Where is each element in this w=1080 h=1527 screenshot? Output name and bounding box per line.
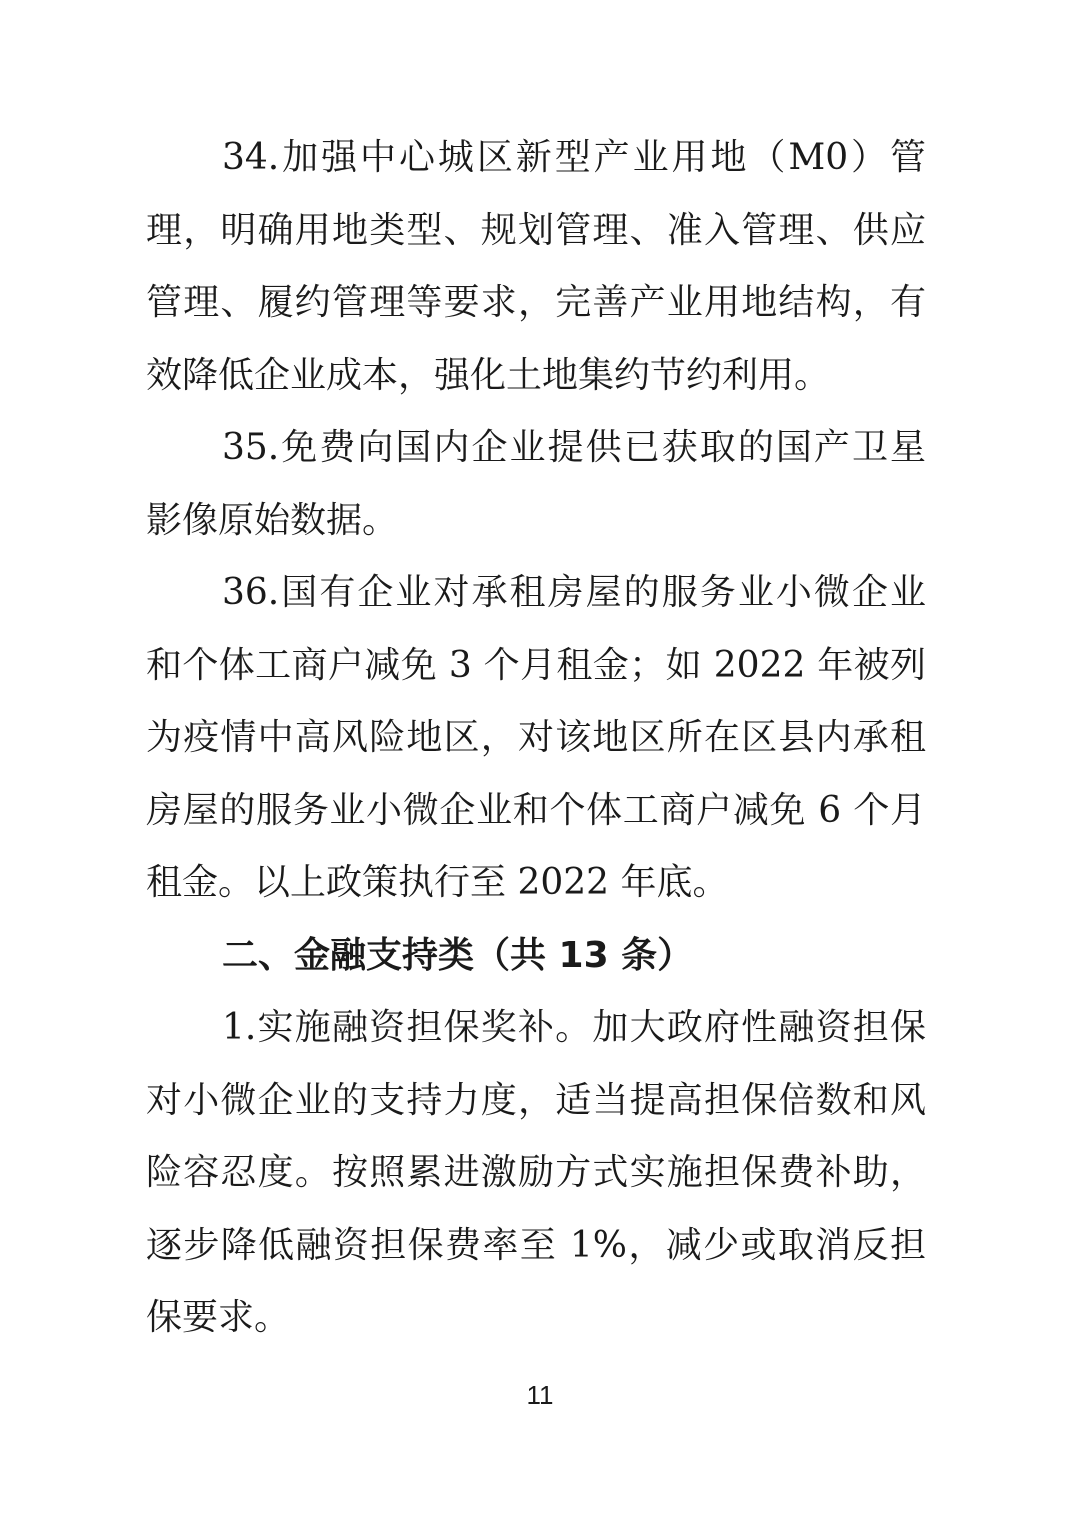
page-number: 11 bbox=[526, 1380, 554, 1410]
paragraph-item-36: 36.国有企业对承租房屋的服务业小微企业和个体工商户减免 3 个月租金；如 2022 年被列为疫情中高风险地区，对该地区所在区县内承租房屋的服务业小微企业和个体工商户减免 6 个月租金。以上政策执行至 2022 年底。 bbox=[146, 572, 926, 903]
document-body bbox=[146, 122, 926, 1355]
paragraph-item-1: 1.实施融资担保奖补。加大政府性融资担保对小微企业的支持力度，适当提高担保倍数和风险容忍度。按照累进激励方式实施担保费补助，逐步降低融资担保费率至 1%，减少或取消反担保要求。 bbox=[146, 1007, 926, 1338]
paragraph-item-35: 35.免费向国内企业提供已获取的国产卫星影像原始数据。 bbox=[146, 427, 926, 541]
section-heading: 二、金融支持类（共 13 条） bbox=[222, 934, 694, 976]
paragraph-item-34: 34.加强中心城区新型产业用地（M0）管理，明确用地类型、规划管理、准入管理、供应管理、履约管理等要求，完善产业用地结构，有效降低企业成本，强化土地集约节约利用。 bbox=[146, 137, 926, 396]
